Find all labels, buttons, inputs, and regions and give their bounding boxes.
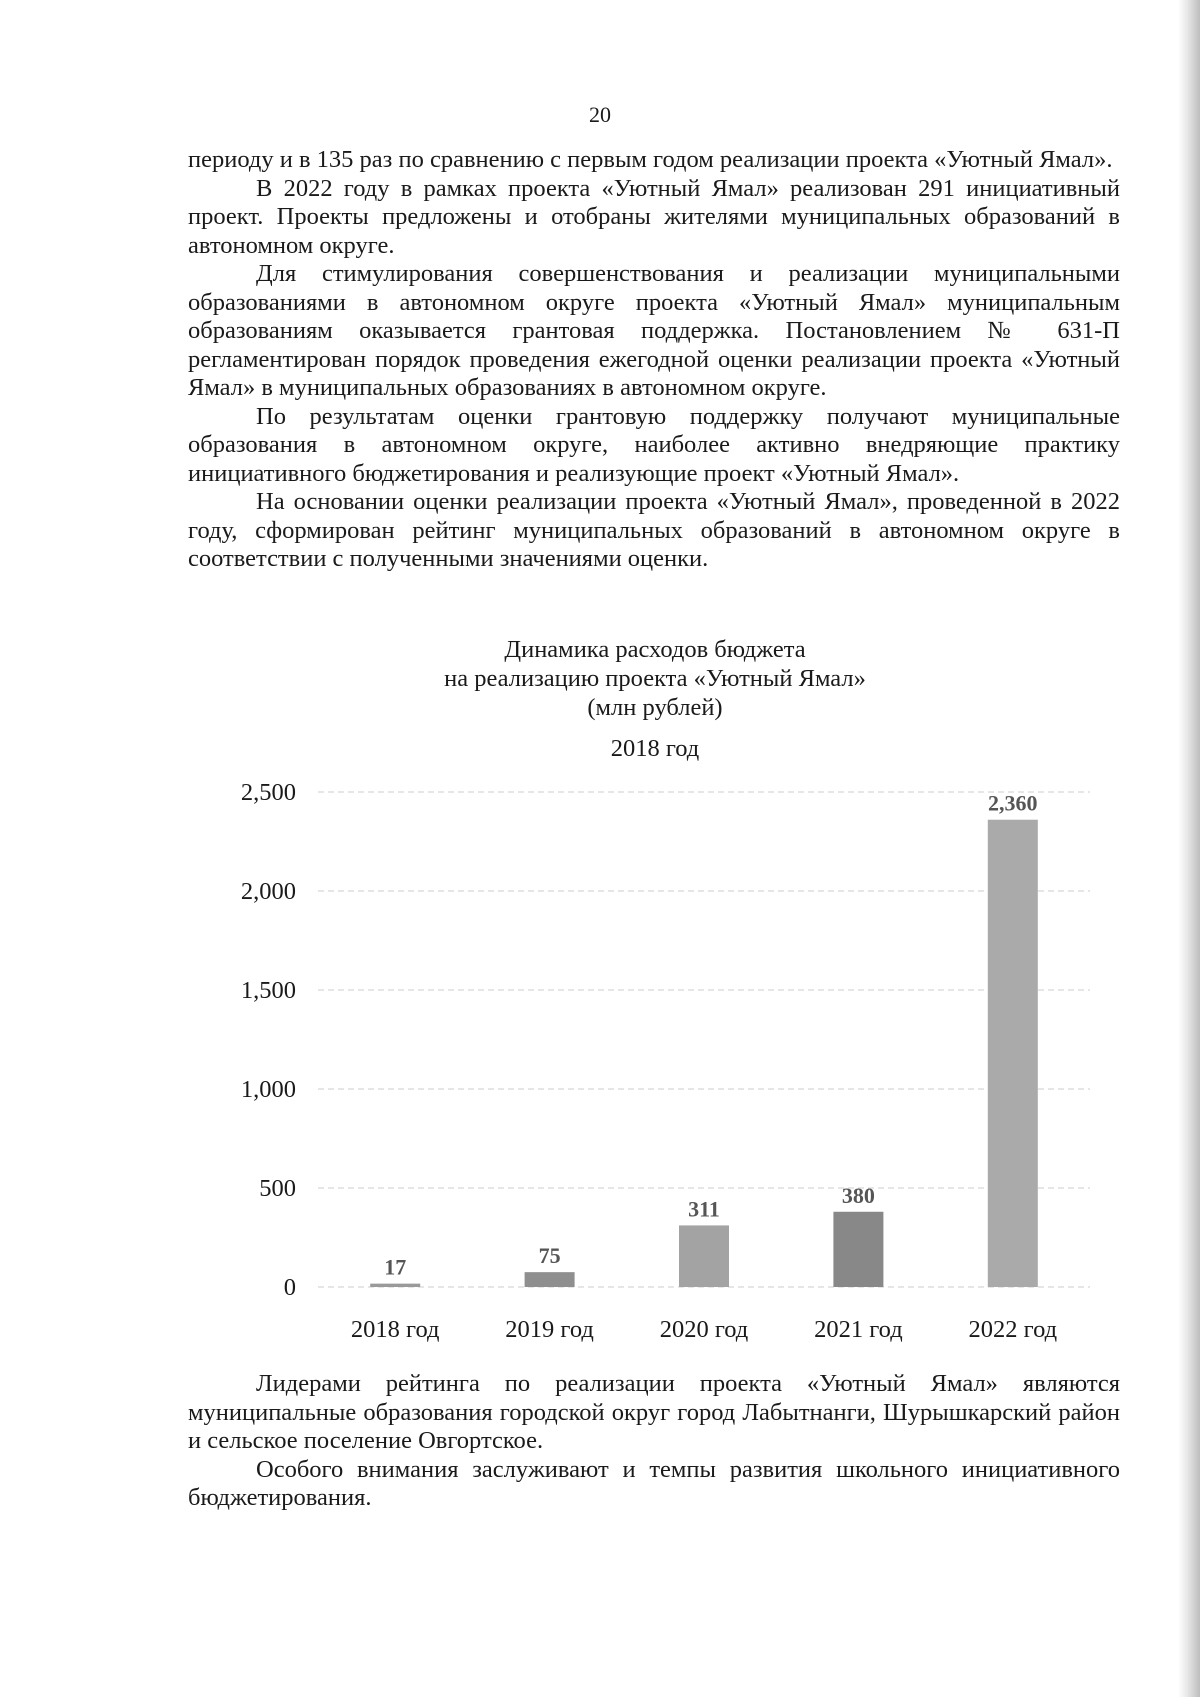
x-tick-label: 2021 год <box>814 1316 903 1343</box>
paragraph-1: периоду и в 135 раз по сравнению с первым годом реализации проекта «Уютный Ямал». <box>188 146 1113 173</box>
bar <box>833 1212 883 1287</box>
bar <box>679 1225 729 1287</box>
data-label: 75 <box>538 1243 561 1269</box>
data-label: 311 <box>688 1196 720 1222</box>
y-tick-label: 0 <box>283 1274 296 1301</box>
x-tick-label: 2018 год <box>350 1316 440 1343</box>
paragraph-6: Лидерами рейтинга по реализации проекта «Уютный Ямал» являются муниципальные образования городской округ город Лабытнанги, Шурышкарский район и сельское поселение Овгортское. <box>188 1370 1120 1454</box>
chart-title-line-2: на реализацию проекта «Уютный Ямал» <box>444 665 866 692</box>
bar <box>370 1284 420 1287</box>
data-label: 17 <box>384 1254 407 1280</box>
paragraph-3: Для стимулирования совершенствования и реализации муниципальными образованиями в автономном округе проекта «Уютный Ямал» муниципальным образованиям оказывается грантовая поддержка. Постановлением № 631-П регламентирован порядок проведения ежегодной оценки реализации проекта «Уютный Ямал» в муниципальных образованиях в автономном округе. <box>188 260 1120 401</box>
chart-title-line-1: Динамика расходов бюджета <box>504 636 806 663</box>
y-tick-label: 2,000 <box>240 878 296 905</box>
chart-title-line-3: (млн рублей) <box>587 694 723 721</box>
paragraph-5: На основании оценки реализации проекта «Уютный Ямал», проведенной в 2022 году, сформирован рейтинг муниципальных образований в автономном округе в соответствии с полученными значениями оценки. <box>188 488 1120 572</box>
x-tick-label: 2020 год <box>659 1316 749 1343</box>
page-number: 20 <box>589 102 611 127</box>
data-label: 2,360 <box>988 790 1038 816</box>
paragraph-2: В 2022 году в рамках проекта «Уютный Ямал» реализован 291 инициативный проект. Проекты предложены и отобраны жителями муниципальных образований в автономном округе. <box>188 174 1120 259</box>
bar <box>525 1272 575 1287</box>
y-tick-label: 2,500 <box>240 779 296 806</box>
bar <box>988 820 1038 1287</box>
y-tick-label: 1,000 <box>240 1076 296 1103</box>
x-tick-label: 2022 год <box>968 1316 1058 1343</box>
chart-legend: 2018 год <box>610 735 700 762</box>
body-text-bottom <box>188 1370 1120 1513</box>
y-tick-label: 500 <box>259 1175 296 1202</box>
x-tick-label: 2019 год <box>505 1316 594 1343</box>
paragraph-7: Особого внимания заслуживают и темпы развития школьного инициативного бюджетирования. <box>188 1455 1120 1511</box>
data-label: 380 <box>841 1182 875 1208</box>
paragraph-4: По результатам оценки грантовую поддержку получают муниципальные образования в автономном округе, наиболее активно внедряющие практику инициативного бюджетирования и реализующие проект «Уютный Ямал». <box>188 402 1120 487</box>
y-tick-label: 1,500 <box>240 977 296 1004</box>
